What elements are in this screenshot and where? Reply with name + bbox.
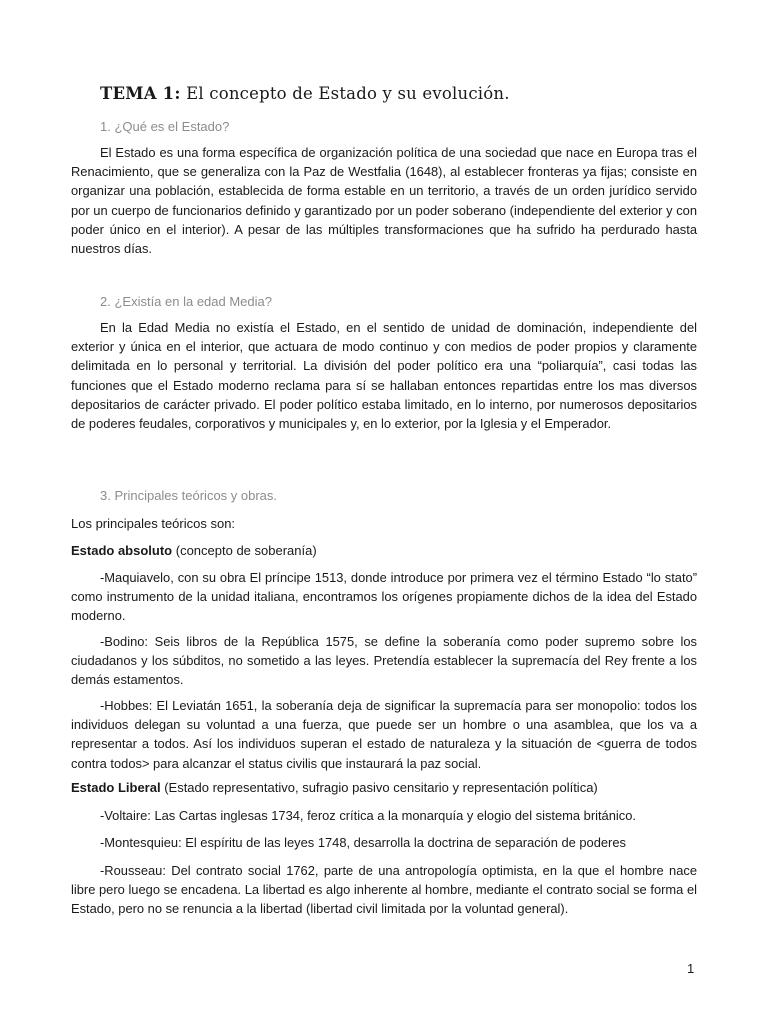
subheading-liberal (71, 780, 598, 795)
title-text: El concepto de Estado y su evolución. (186, 84, 510, 103)
section-paragraph-2: En la Edad Media no existía el Estado, en el sentido de unidad de dominación, independiente del exterior y única en el interior, que actuara de modo continuo y con medios de poder propios y claramente delimitada en lo personal y territorial. La división del poder político era una “poliarquía”, casi todas las funciones que el Estado moderno reclama para sí se hallaban entonces repartidas entre los mas diversos depositarios de carácter privado. El poder político estaba limitado, en lo interno, por numerosos depositarios de poderes feudales, corporativos y municipales y, en lo exterior, por la Iglesia y el Emperador. (71, 320, 697, 432)
entry-hobbes: -Hobbes: El Leviatán 1651, la soberanía deja de significar la supremacía para ser monopolio: todos los individuos delegan su voluntad a una fuerza, que puede ser un hombre o una asamblea, que los va a representar a todos. Así los individuos superan el estado de naturaleza y la situación de <guerra de todos contra todos> para alcanzar el status civilis que instaurará la paz social. (71, 698, 697, 771)
entry-voltaire: -Voltaire: Las Cartas inglesas 1734, feroz crítica a la monarquía y elogio del sistema británico. (100, 808, 636, 823)
entry-bodino: -Bodino: Seis libros de la República 1575, se define la soberanía como poder supremo sobre los ciudadanos y los súbditos, no sometido a las leyes. Pretendía establecer la supremacía del Rey frente a los demás estamentos. (71, 634, 697, 688)
section-heading-1: 1. ¿Qué es el Estado? (100, 119, 230, 134)
page-number: 1 (687, 961, 695, 976)
section-heading-3: 3. Principales teóricos y obras. (100, 488, 278, 503)
entry-montesquieu: -Montesquieu: El espíritu de las leyes 1748, desarrolla la doctrina de separación de poderes (100, 835, 626, 850)
entry-rousseau: -Rousseau: Del contrato social 1762, parte de una antropología optimista, en la que el hombre nace libre pero luego se encadena. La libertad es algo inherente al hombre, mediante el contrato social se forma el Estado, pero no se renuncia a la libertad (libertad civil limitada por la voluntad general). (71, 863, 697, 917)
section-paragraph-1: El Estado es una forma específica de organización política de una sociedad que nace en Europa tras el Renacimiento, que se generaliza con la Paz de Westfalia (1648), al establecer fronteras ya fijas; consiste en organizar una población, establecida de forma estable en un territorio, a través de un orden jurídico servido por un cuerpo de funcionarios definido y garantizado por un poder soberano (independiente del exterior y con poder único en el interior). A pesar de las múltiples transformaciones que ha sufrido ha perdurado hasta nuestros días. (71, 145, 697, 257)
section-heading-2: 2. ¿Existía en la edad Media? (100, 294, 272, 309)
title-lead: TEMA 1: (100, 84, 181, 103)
subheading-absolutist-note: (concepto de soberanía) (172, 543, 317, 558)
entry-maquiavelo: -Maquiavelo, con su obra El príncipe 1513, donde introduce por primera vez el término Estado “lo stato” como instrumento de la unidad italiana, encontramos los orígenes propiamente dichos de la idea del Estado moderno. (71, 570, 697, 624)
document-title (100, 84, 510, 103)
intro-line: Los principales teóricos son: (71, 516, 236, 531)
subheading-liberal-label: Estado Liberal (71, 780, 161, 795)
subheading-absolutist-label: Estado absoluto (71, 543, 173, 558)
subheading-liberal-note: (Estado representativo, sufragio pasivo censitario y representación política) (160, 780, 598, 795)
subheading-absolutist (71, 543, 317, 558)
